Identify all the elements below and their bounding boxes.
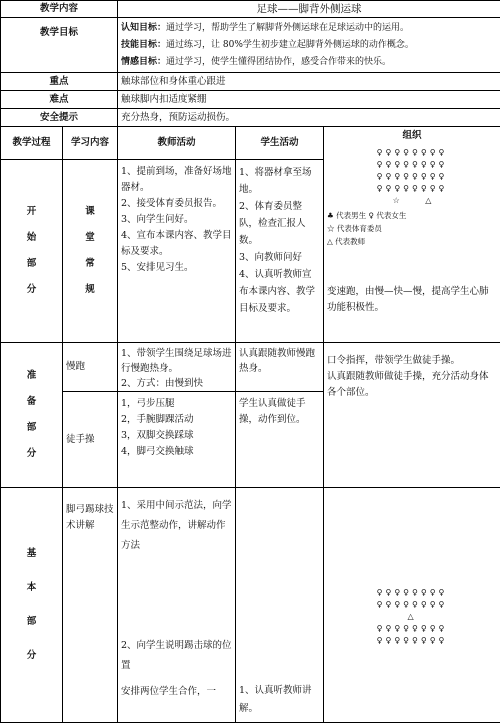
formation-row: ♀♀♀♀♀♀♀♀ — [327, 171, 497, 183]
teacher-exercise: 1，弓步压腿 2，手腕脚踝活动 3，双脚交换踩球 4，脚弓交换触球 — [118, 392, 236, 488]
formation-legend — [327, 209, 497, 248]
goal-cognitive: 认知目标：通过学习，帮助学生了解脚背外侧运球在足球运动中的运用。 — [121, 20, 497, 37]
safety-value: 充分热身，预防运动损伤。 — [118, 109, 500, 127]
goal-affective: 情感目标：通过学习，使学生懂得团结协作，感受合作带来的快乐。 — [121, 54, 497, 71]
org-start-note: 变速跑，由慢—快—慢，提高学生心肺功能积极性。 — [327, 284, 497, 316]
stage-start: 开 始 部 分 — [1, 160, 63, 343]
student-jog: 认真跟随教师慢跑热身。 — [236, 343, 324, 392]
formation-basic — [327, 587, 497, 647]
legend-monitor: ☆ 代表体育委员 — [327, 222, 497, 235]
content-jog: 慢跑 — [63, 343, 118, 392]
col-process: 教学过程 — [1, 127, 63, 160]
content-kick: 脚弓踢球技术讲解 — [63, 488, 118, 723]
row-goals — [1, 18, 500, 73]
teacher-mark: △ — [327, 611, 497, 623]
goal-skill: 技能目标：通过练习，让 80%学生初步建立起脚背外侧运球的动作概念。 — [121, 37, 497, 54]
content-routine: 课 堂 常 规 — [63, 160, 118, 343]
org-prep-note-1: 口令指挥，带领学生做徒手操。 — [327, 353, 497, 369]
content-label: 教学内容 — [1, 1, 118, 18]
formation-row: ♀♀♀♀♀♀♀♀ — [327, 147, 497, 159]
col-teacher: 教师活动 — [118, 127, 236, 160]
formation-row: ♀♀♀♀♀♀♀♀ — [327, 159, 497, 171]
row-column-headers — [1, 127, 500, 160]
org-start-cell — [324, 127, 500, 343]
org-prep-note-2: 认真跟随教师做徒手操，充分活动身体各个部位。 — [327, 369, 497, 401]
stage-prep: 准 备 部 分 — [1, 343, 63, 488]
row-key — [1, 73, 500, 91]
teacher-basic: 1、采用中间示范法，向学生示范整动作，讲解动作方法 2、向学生说明踢击球的位置 安排两位学生合作，一 — [118, 488, 236, 723]
formation-marks: ☆ △ — [327, 195, 497, 207]
col-org: 组织 — [327, 129, 497, 143]
row-safety — [1, 109, 500, 127]
goal-label: 教学目标 — [1, 18, 118, 73]
formation-row: ♀♀♀♀♀♀♀♀ — [327, 623, 497, 635]
content-value: 足球——脚背外侧运球 — [118, 1, 500, 18]
difficulty-value: 触球脚内扣适度紧绷 — [118, 91, 500, 109]
stage-basic: 基 本 部 分 — [1, 488, 63, 723]
row-prep-jog — [1, 343, 500, 392]
difficulty-label: 难点 — [1, 91, 118, 109]
safety-label: 安全提示 — [1, 109, 118, 127]
key-value: 触球部位和身体重心跟进 — [118, 73, 500, 91]
col-student: 学生活动 — [236, 127, 324, 160]
formation-row: ♀♀♀♀♀♀♀♀ — [327, 635, 497, 647]
formation-row: ♀♀♀♀♀♀♀♀ — [327, 599, 497, 611]
formation-row: ♀♀♀♀♀♀♀♀ — [327, 587, 497, 599]
goals-cell — [118, 18, 500, 73]
org-basic — [324, 488, 500, 723]
row-content — [1, 1, 500, 18]
org-prep — [324, 343, 500, 488]
student-basic: 1、认真听教师讲解。 — [236, 488, 324, 723]
formation-row: ♀♀♀♀♀♀♀♀ — [327, 183, 497, 195]
student-exercise: 学生认真做徒手操，动作到位。 — [236, 392, 324, 488]
col-content: 学习内容 — [63, 127, 118, 160]
teacher-start: 1、提前到场，准备好场地器材。 2、接受体育委员报告。 3、向学生问好。 4、宣布本课内容、教学目标及要求。 5、安排见习生。 — [118, 160, 236, 343]
content-exercise: 徒手操 — [63, 392, 118, 488]
legend-teacher: △ 代表教师 — [327, 235, 497, 248]
row-difficulty — [1, 91, 500, 109]
row-basic-section — [1, 488, 500, 723]
legend-gender: ♣ 代表男生 ♀ 代表女生 — [327, 209, 497, 222]
formation-start — [327, 147, 497, 207]
teacher-jog: 1、带领学生围绕足球场进行慢跑热身。 2、方式：由慢到快 — [118, 343, 236, 392]
student-start: 1、将器材拿至场地。 2、体育委员整队，检查汇报人数。 3、向教师问好 4、认真听教师宣布本课内容、教学目标及要求。 — [236, 160, 324, 343]
key-label: 重点 — [1, 73, 118, 91]
